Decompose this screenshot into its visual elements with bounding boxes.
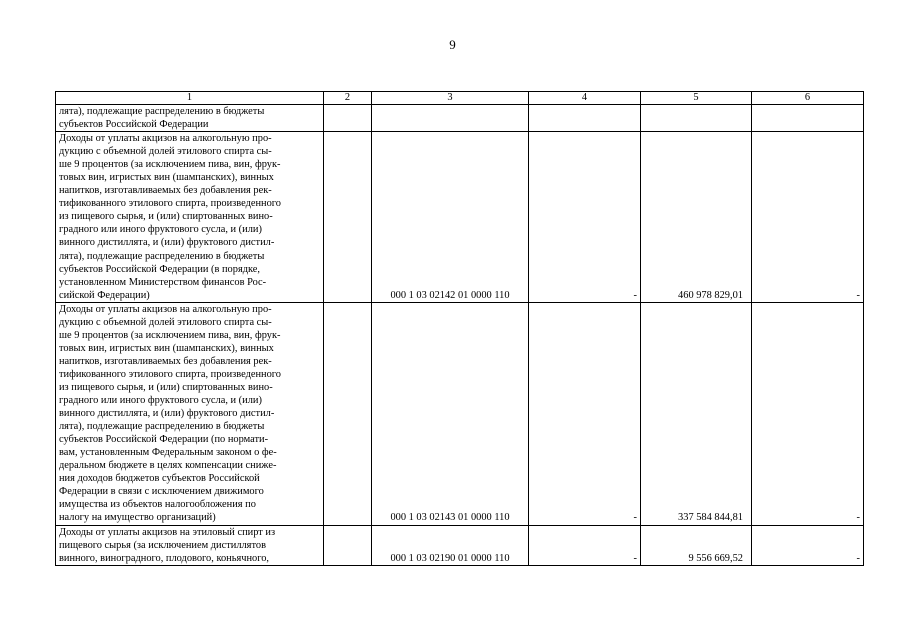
header-cell: 2 [324,92,372,105]
description-line: тификованного этилового спирта, произведенного [59,198,281,210]
header-cell: 4 [529,92,641,105]
description-line: деральном бюджете в целях компенсации сниже- [59,460,277,472]
description-line: из пищевого сырья, и (или) спиртованных вино- [59,381,273,393]
column-2-cell [324,132,372,303]
description-line: винного, виноградного, плодового, коньячного, [59,552,270,564]
amount-cell: 9 556 669,52 [641,525,752,565]
description-line: градного или иного фруктового сусла, и (или) [59,395,262,407]
description-line: субъектов Российской Федерации (по нормати- [59,434,269,446]
description-line: лята), подлежащие распределению в бюджеты [59,421,265,433]
table-row [56,525,864,565]
column-6-cell: - [752,132,864,303]
amount-cell: 460 978 829,01 [641,132,752,303]
column-6-cell [752,105,864,132]
table-row [56,105,864,132]
column-6-cell: - [752,525,864,565]
description-line: напитков, изготавливаемых без добавления рек- [59,185,272,197]
description-line: установленном Министерством финансов Рос- [59,276,267,288]
description-line: Доходы от уплаты акцизов на алкогольную про- [59,303,272,315]
description-line: дукцию с объемной долей этилового спирта сы- [59,316,272,328]
description-line: Доходы от уплаты акцизов на этиловый спирт из [59,526,276,538]
description-line: ше 9 процентов (за исключением пива, вин, фрук- [59,329,281,341]
budget-code-cell: 000 1 03 02142 01 0000 110 [372,132,529,303]
description-cell [56,302,324,525]
table-row [56,302,864,525]
column-2-cell [324,302,372,525]
budget-code-cell: 000 1 03 02143 01 0000 110 [372,302,529,525]
header-cell: 1 [56,92,324,105]
description-line: субъектов Российской Федерации (в порядке, [59,263,261,275]
column-2-cell [324,105,372,132]
description-line: налогу на имущество организаций) [59,512,216,524]
table-header-row [56,92,864,105]
description-cell [56,105,324,132]
description-line: напитков, изготавливаемых без добавления рек- [59,355,272,367]
description-line: сийской Федерации) [59,289,150,301]
description-line: из пищевого сырья, и (или) спиртованных вино- [59,211,273,223]
description-line: имущества из объектов налогообложения по [59,499,256,511]
description-line: ния доходов бюджетов субъектов Российской [59,473,260,485]
budget-code-cell [372,105,529,132]
header-cell: 3 [372,92,529,105]
description-line: товых вин, игристых вин (шампанских), винных [59,342,274,354]
description-line: градного или иного фруктового сусла, и (или) [59,224,262,236]
revenue-table [55,91,864,566]
column-4-cell: - [529,525,641,565]
description-line: вам, установленным Федеральным законом о фе- [59,447,277,459]
column-4-cell [529,105,641,132]
budget-code-cell: 000 1 03 02190 01 0000 110 [372,525,529,565]
description-line: винного дистиллята, и (или) фруктового дистил- [59,237,275,249]
table-row [56,132,864,303]
description-line: винного дистиллята, и (или) фруктового дистил- [59,408,275,420]
description-line: лята), подлежащие распределению в бюджеты [59,106,265,117]
amount-cell [641,105,752,132]
header-cell: 6 [752,92,864,105]
description-line: тификованного этилового спирта, произведенного [59,368,281,380]
description-line: субъектов Российской Федерации [59,119,209,131]
description-line: ше 9 процентов (за исключением пива, вин, фрук- [59,159,281,171]
column-4-cell: - [529,132,641,303]
description-line: лята), подлежащие распределению в бюджеты [59,250,265,262]
description-cell [56,132,324,303]
description-line: товых вин, игристых вин (шампанских), винных [59,172,274,184]
column-4-cell: - [529,302,641,525]
description-line: дукцию с объемной долей этилового спирта сы- [59,146,272,158]
header-cell: 5 [641,92,752,105]
description-line: Федерации в связи с исключением движимого [59,486,264,498]
description-line: Доходы от уплаты акцизов на алкогольную про- [59,133,272,145]
description-line: пищевого сырья (за исключением дистиллятов [59,539,266,551]
column-2-cell [324,525,372,565]
description-cell [56,525,324,565]
page-number: 9 [449,37,456,52]
column-6-cell: - [752,302,864,525]
amount-cell: 337 584 844,81 [641,302,752,525]
